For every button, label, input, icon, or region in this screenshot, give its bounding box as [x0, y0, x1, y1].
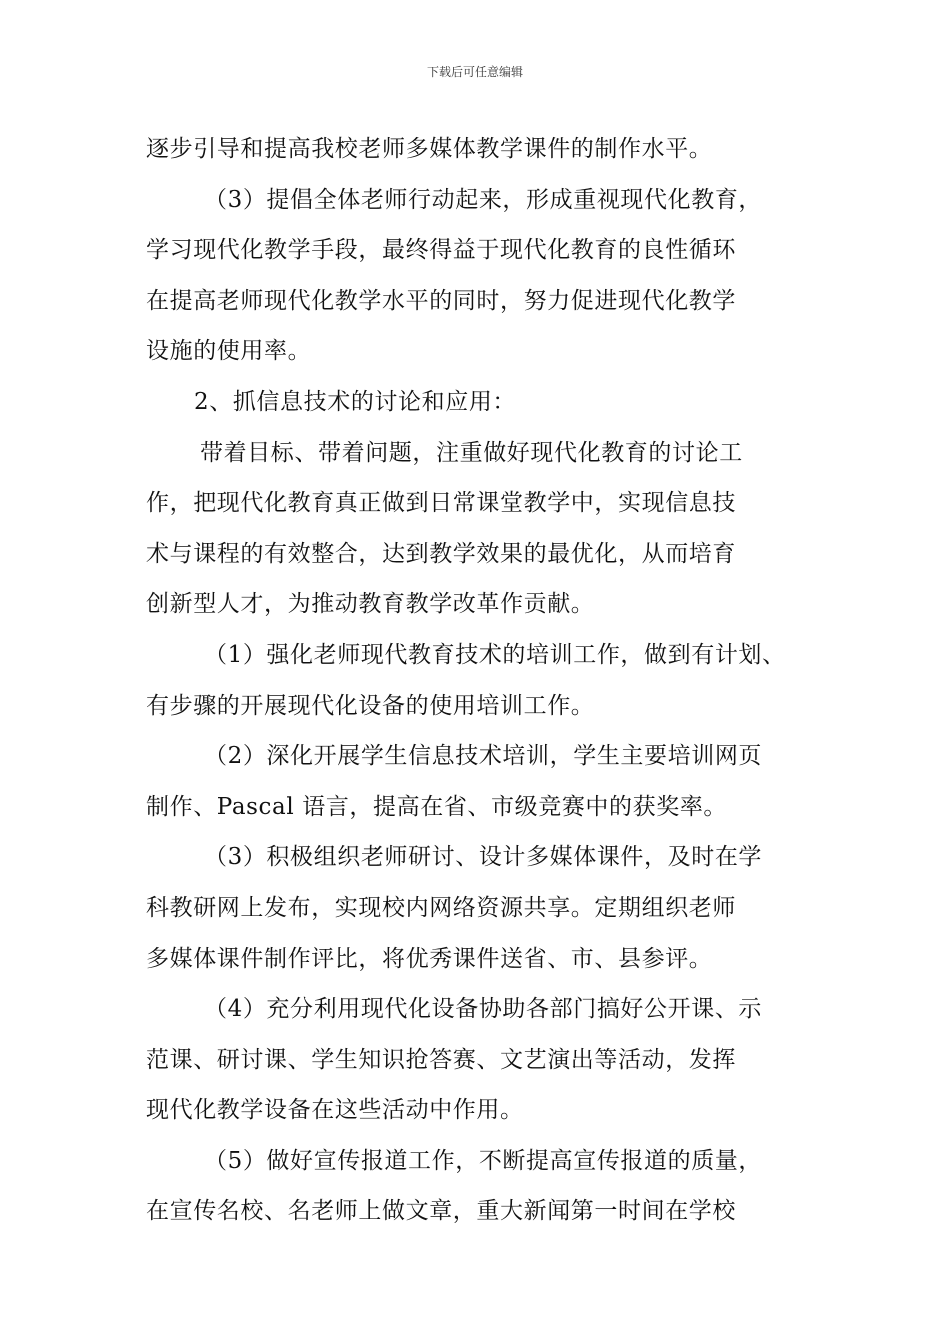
page-header: 下载后可任意编辑 [426, 65, 523, 79]
text-line: （5）做好宣传报道工作，不断提高宣传报道的质量， [204, 1147, 763, 1174]
text-line: 术与课程的有效整合，达到教学效果的最优化，从而培育 [146, 540, 736, 567]
text-line: 作，把现代化教育真正做到日常课堂教学中，实现信息技 [146, 490, 736, 517]
text-line: 现代化教学设备在这些活动中作用。 [146, 1097, 524, 1124]
text-line: （2）深化开展学生信息技术培训，学生主要培训网页 [204, 743, 763, 770]
text-line: 在提高老师现代化教学水平的同时，努力促进现代化教学 [146, 287, 736, 314]
text-line: 科教研网上发布，实现校内网络资源共享。定期组织老师 [146, 894, 736, 921]
text-line: 设施的使用率。 [146, 338, 312, 365]
text-line: 带着目标、带着问题，注重做好现代化教育的讨论工 [200, 439, 743, 466]
text-line: 制作、Pascal 语言，提高在省、市级竞赛中的获奖率。 [146, 793, 728, 820]
text-line: （3）提倡全体老师行动起来，形成重视现代化教育， [204, 186, 763, 213]
text-line: （3）积极组织老师研讨、设计多媒体课件，及时在学 [204, 844, 763, 871]
text-line: 创新型人才，为推动教育教学改革作贡献。 [146, 591, 595, 618]
text-line: 多媒体课件制作评比，将优秀课件送省、市、县参评。 [146, 945, 713, 972]
text-line: （4）充分利用现代化设备协助各部门搞好公开课、示 [204, 996, 763, 1023]
text-line: （1）强化老师现代教育技术的培训工作，做到有计划、 [204, 641, 786, 668]
text-line: 逐步引导和提高我校老师多媒体教学课件的制作水平。 [146, 136, 713, 162]
text-line: 学习现代化教学手段，最终得益于现代化教育的良性循环 [146, 237, 736, 264]
document-body [146, 124, 826, 1237]
text-line: 有步骤的开展现代化设备的使用培训工作。 [146, 692, 595, 719]
section-heading: 2、抓信息技术的讨论和应用： [194, 388, 517, 415]
text-line: 在宣传名校、名老师上做文章，重大新闻第一时间在学校 [146, 1198, 736, 1225]
text-line: 范课、研讨课、学生知识抢答赛、文艺演出等活动，发挥 [146, 1046, 736, 1073]
